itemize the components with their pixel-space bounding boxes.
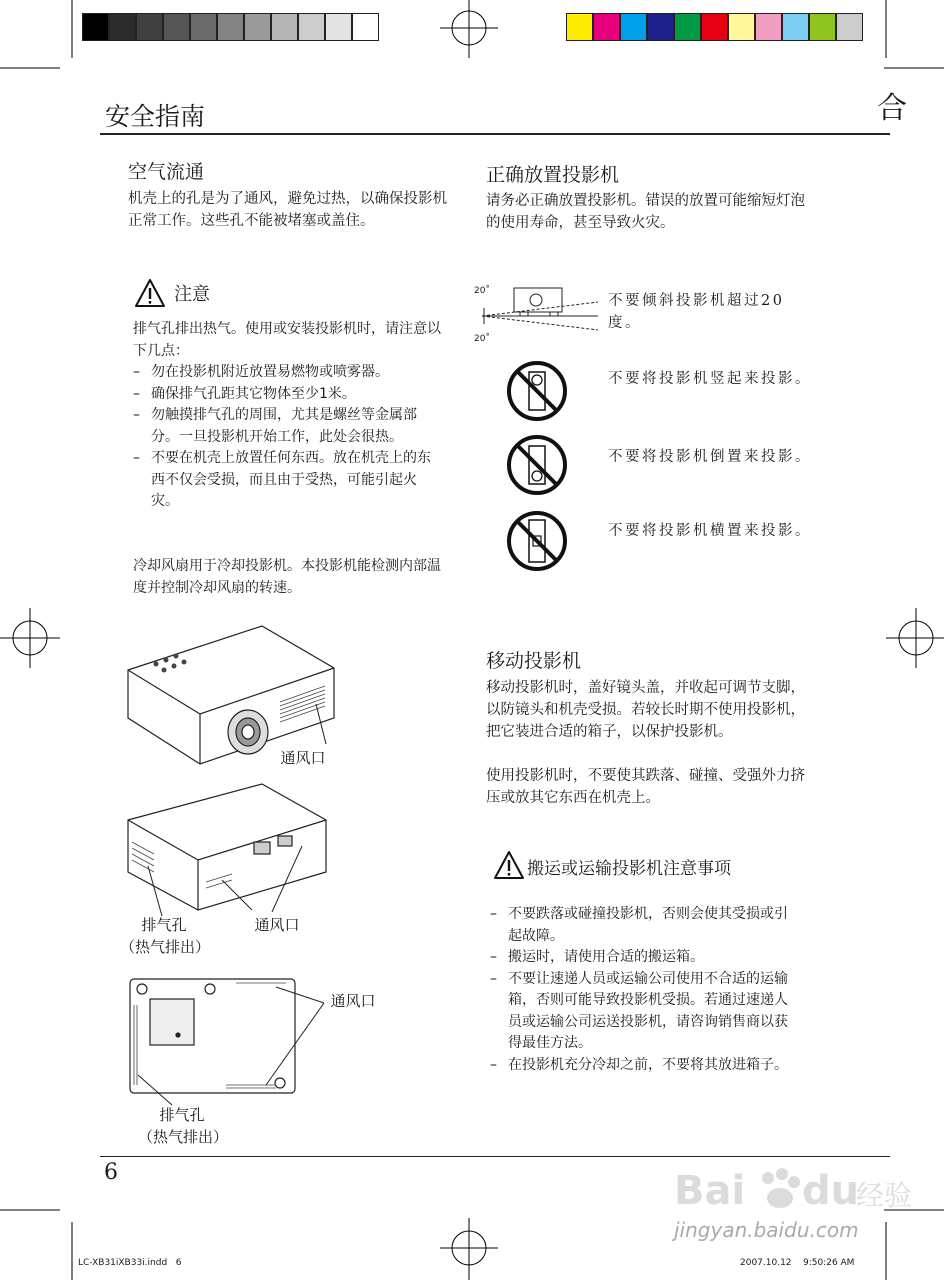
- footer-rule: [100, 1156, 890, 1157]
- list-item: – 在投影机充分冷却之前，不要将其放进箱子。: [490, 1056, 788, 1073]
- file-info: LC-XB31iXB33i.indd 6: [78, 1258, 182, 1268]
- caution-intro: 排气孔排出热气。使用或安装投影机时，请注意以下几点：: [133, 321, 441, 359]
- moving-title: 移动投影机: [486, 650, 582, 672]
- caution-list: [133, 362, 438, 513]
- upside-down-note: 不要将投影机倒置来投影。: [608, 449, 812, 465]
- transport-list: [490, 904, 790, 1076]
- caution-title: 注意: [174, 284, 210, 305]
- ventilation-title: 空气流通: [128, 161, 205, 183]
- caution-heading: [134, 278, 374, 310]
- fan-text: 冷却风扇用于冷却投影机。本投影机能检测内部温度并控制冷却风扇的转速。: [133, 558, 441, 596]
- sideways-note: 不要将投影机横置来投影。: [608, 523, 812, 539]
- no-vertical-icon: [506, 360, 568, 422]
- watermark-url: jingyan.baidu.com: [674, 1218, 859, 1242]
- projector-bottom-illustration: [126, 975, 331, 1105]
- list-item: – 勿触摸排气孔的周围，尤其是螺丝等金属部分。一旦投影机开始工作，此处会很热。: [133, 407, 417, 445]
- exhaust-sub-label: （热气排出）: [119, 938, 210, 956]
- paw-icon: [758, 1168, 802, 1210]
- ventilation-text: 机壳上的孔是为了通风，避免过热，以确保投影机正常工作。这些孔不能被堵塞或盖住。: [128, 191, 447, 229]
- timestamp: 2007.10.12 9:50:26 AM: [740, 1258, 855, 1268]
- moving-text-1: 移动投影机时，盖好镜头盖，并收起可调节支脚，以防镜头和机壳受损。若较长时期不使用投影机，把它装进合适的箱子，以保护投影机。: [486, 680, 805, 740]
- watermark-brand-tail: du: [802, 1168, 860, 1214]
- warning-icon: [493, 850, 525, 880]
- transport-heading: [493, 850, 813, 882]
- transport-title: 搬运或运输投影机注意事项: [527, 859, 731, 879]
- watermark-brand: Bai: [674, 1168, 746, 1214]
- placement-text: 请务必正确放置投影机。错误的放置可能缩短灯泡的使用寿命，甚至导致火灾。: [486, 193, 805, 231]
- tilt-diagram: [474, 284, 604, 348]
- list-item: – 不要让速递人员或运输公司使用不合适的运输箱，否则可能导致投影机受损。若通过速递人员或运输公司运送投影机，请咨询销售商以获得最佳方法。: [490, 970, 788, 1051]
- header-rule: [100, 133, 890, 135]
- list-item: – 勿在投影机附近放置易燃物或喷雾器。: [133, 364, 389, 380]
- vertical-note: 不要将投影机竖起来投影。: [608, 371, 812, 387]
- list-item: – 不要在机壳上放置任何东西。放在机壳上的东西不仅会受损，而且由于受热，可能引起火灾。: [133, 450, 431, 509]
- vent-label-1: 通风口: [280, 749, 326, 767]
- projector-rear-illustration: [122, 780, 332, 915]
- watermark-brand-cn: 经验: [856, 1179, 913, 1212]
- placement-title: 正确放置投影机: [486, 164, 620, 186]
- angle-bottom-label: 20˚: [474, 334, 490, 344]
- warning-icon: [134, 278, 166, 308]
- exhaust-label: 排气孔: [141, 916, 187, 934]
- exhaust-sub-label-2: （热气排出）: [137, 1128, 228, 1146]
- tilt-note: 不要倾斜投影机超过20度。: [608, 293, 785, 331]
- list-item: – 不要跌落或碰撞投影机，否则会使其受损或引起故障。: [490, 906, 788, 944]
- list-item: – 搬运时，请使用合适的搬运箱。: [490, 949, 704, 965]
- page-number: 6: [104, 1160, 118, 1185]
- moving-text-2: 使用投影机时，不要使其跌落、碰撞、受强外力挤压或放其它东西在机壳上。: [486, 768, 805, 806]
- page-title: 安全指南: [105, 102, 206, 131]
- angle-top-label: 20˚: [474, 286, 490, 296]
- no-sideways-icon: [506, 510, 568, 572]
- edge-cut-glyph: 合: [877, 91, 907, 126]
- vent-label-3: 通风口: [330, 992, 376, 1010]
- exhaust-label-2: 排气孔: [159, 1106, 205, 1124]
- no-upside-down-icon: [506, 434, 568, 496]
- vent-label-2: 通风口: [254, 916, 300, 934]
- list-item: – 确保排气孔距其它物体至少1米。: [133, 385, 356, 402]
